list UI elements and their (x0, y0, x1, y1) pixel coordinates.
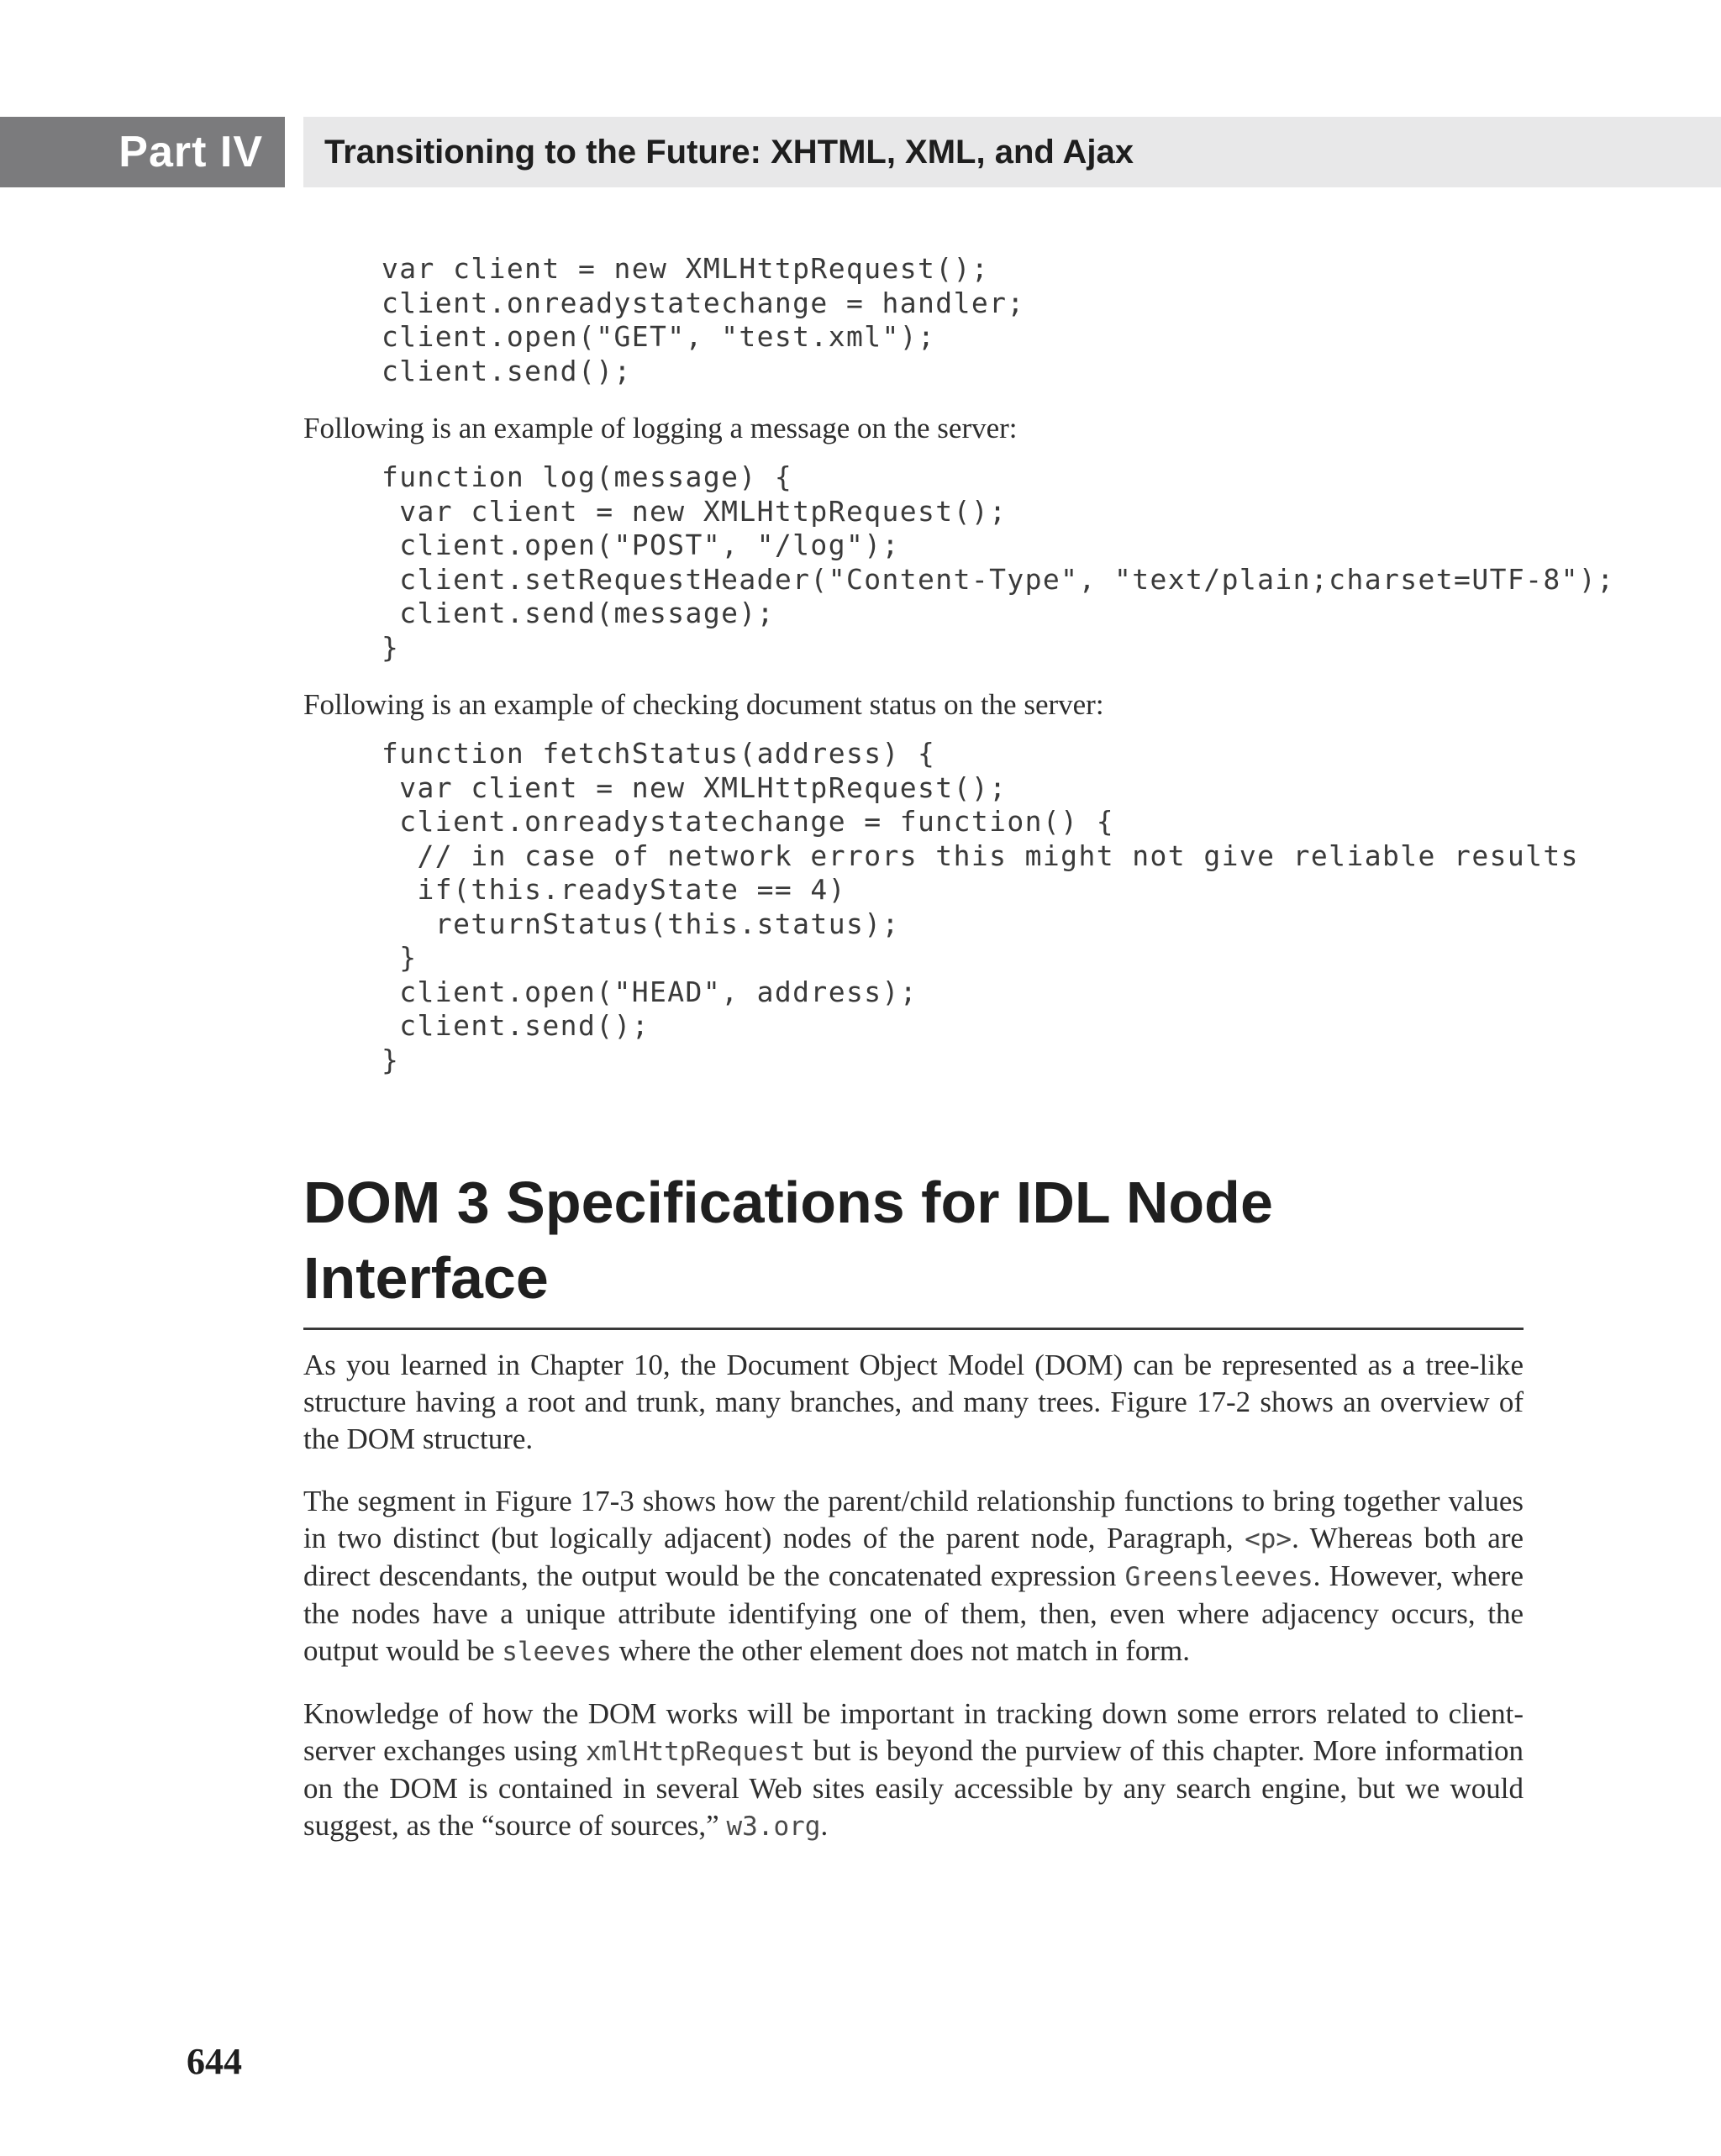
part-label: Part IV (118, 128, 263, 176)
paragraph-dom-overview: As you learned in Chapter 10, the Document Object Model (DOM) can be represented as a tree-like structure having a root and trunk, many branches, and many trees. Figure 17-2 shows an overview of the DOM structure. (303, 1349, 1524, 1455)
p3-code-w3org: w3.org (726, 1812, 821, 1842)
intro-status: Following is an example of checking document status on the server: (303, 688, 1104, 721)
p2-code-p-tag: <p> (1245, 1524, 1292, 1554)
section-heading-line1: DOM 3 Specifications for IDL Node (303, 1170, 1273, 1235)
code-block-request: var client = new XMLHttpRequest(); client.onreadystatechange = handler; client.open("GET", "test.xml"); client.send(); (382, 252, 1025, 387)
p3-text-a: Knowledge of how the DOM works will be important in tracking down some errors related to client-server exchanges using (303, 1697, 1524, 1767)
section-heading-line2: Interface (303, 1245, 549, 1311)
paragraph-dom-knowledge (303, 1696, 1524, 1845)
code-block-fetch-status: function fetchStatus(address) { var client = new XMLHttpRequest(); client.onreadystatechange = function() { // in case of network errors this might not give reliable results if(this.readyState == 4) returnStatus(this.status); } client.open("HEAD", address); client.send(); } (382, 737, 1579, 1076)
p2-text-c: . However, where the nodes have a unique attribute identifying one of them, then, even where adjacency occurs, the output would be (303, 1559, 1524, 1667)
p2-code-sleeves: sleeves (502, 1637, 612, 1667)
section-heading (303, 1165, 1524, 1330)
page-number: 644 (187, 2041, 242, 2082)
p2-code-greensleeves: Greensleeves (1124, 1562, 1313, 1592)
p2-text-b: . Whereas both are direct descendants, the output would be the concatenated expression (303, 1522, 1524, 1592)
p3-text-b: but is beyond the purview of this chapter. More information on the DOM is contained in several Web sites easily accessible by any search engine, but we would suggest, as the “source of sources,” (303, 1734, 1524, 1842)
p3-code-xmlhttprequest: xmlHttpRequest (585, 1737, 806, 1767)
part-label-box (0, 117, 285, 187)
code-block-log: function log(message) { var client = new XMLHttpRequest(); client.open("POST", "/log"); client.setRequestHeader("Content-Type", "text/plain;charset=UTF-8"); client.send(message); } (382, 460, 1615, 664)
p2-text-a: The segment in Figure 17-3 shows how the parent/child relationship functions to bring together values in two distinct (but logically adjacent) nodes of the parent node, Paragraph, (303, 1485, 1524, 1554)
intro-logging: Following is an example of logging a message on the server: (303, 412, 1018, 444)
running-header (303, 117, 1721, 187)
paragraph-parent-child (303, 1483, 1524, 1670)
p2-text-d: where the other element does not match in form. (611, 1634, 1190, 1667)
p3-text-c: . (820, 1809, 829, 1842)
part-title: Transitioning to the Future: XHTML, XML, and Ajax (324, 133, 1134, 171)
page-content (303, 252, 1615, 1845)
